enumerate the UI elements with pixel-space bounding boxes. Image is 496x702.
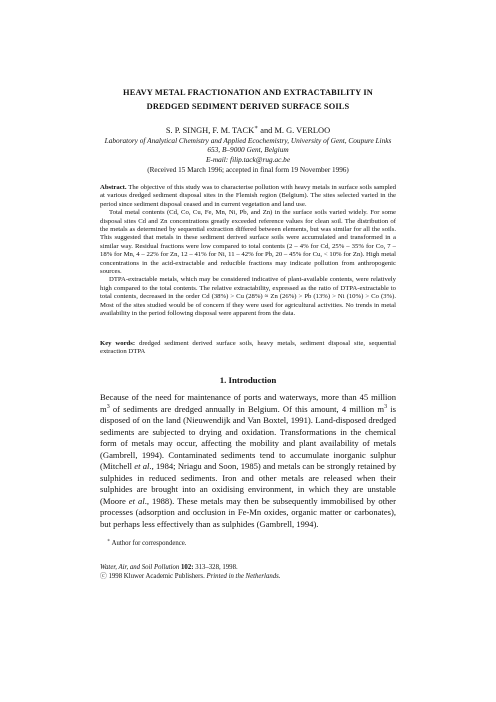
keywords	[100, 340, 396, 357]
intro-superscript-2: 3	[384, 403, 388, 410]
journal-name: Water, Air, and Soil Pollution	[100, 564, 180, 571]
journal-citation	[100, 563, 396, 572]
title-line-1: HEAVY METAL FRACTIONATION AND EXTRACTABILITY IN	[123, 88, 373, 97]
abstract	[100, 184, 396, 319]
abstract-label: Abstract.	[100, 184, 127, 191]
printed-in: Printed in the Netherlands.	[206, 573, 281, 580]
intro-superscript-1: 3	[106, 403, 110, 410]
authors-names: S. P. SINGH, F. M. TACK	[165, 126, 255, 135]
abstract-paragraph-1	[100, 184, 396, 209]
journal-info	[100, 563, 396, 581]
affiliation-line-2: 653, B–9000 Gent, Belgium	[207, 145, 289, 155]
footnote-mark: ∗	[107, 538, 111, 544]
correspondence-mark: ∗	[254, 125, 259, 132]
footnote	[107, 539, 396, 548]
intro-etal-2: et al	[128, 495, 145, 506]
copyright-text: ⓒ 1998 Kluwer Academic Publishers.	[100, 573, 205, 580]
journal-copyright	[100, 572, 396, 581]
footnote-text: Author for correspondence.	[111, 540, 187, 547]
affiliation-email: E-mail: filip.tack@rug.ac.be	[205, 154, 291, 164]
section-heading: 1. Introduction	[219, 375, 277, 385]
intro-etal-1: et al	[134, 461, 150, 471]
title-line-2: DREDGED SEDIMENT DERIVED SURFACE SOILS	[146, 102, 350, 111]
affiliation-line-1: Laboratory of Analytical Chemistry and Applied Ecochemistry, University of Gent, Coupure Links	[104, 136, 392, 145]
intro-text-4: ., 1984; Nriagu and Soon, 1985) and metals can be strongly retained by sulphides in reduced sediments. Iron and other metals are released when their sulphides are brought into an oxidising environment, in which they are unstable (Moore	[100, 461, 396, 506]
intro-text-3: is disposed of on the land (Nieuwendijk and Van Boxtel, 1991). Land-disposed dredged sediments are subjected to drying and oxidation. Transformations in the chemical form of metals may occur, affecting the mobility and plant availability of metals (Gambrell, 1994). Contaminated sediments tend to accumulate inorganic sulphur (Mitchell	[100, 403, 396, 471]
intro-text-2: of sediments are dredged annually in Belgium. Of this amount, 4 million m	[109, 403, 385, 414]
intro-text-1: Because of the need for maintenance of ports and waterways, more than 45 million m	[100, 392, 396, 414]
keywords-text: dredged sediment derived surface soils, heavy metals, sediment disposal site, sequential extraction DTPA	[100, 340, 396, 356]
abstract-paragraph-3: DTPA-extractable metals, which may be considered indicative of plant-available contents, were relatively high compared to the total contents. The relative extractability, expressed as the ratio of DTPA-extractable to total contents, decreased in the order Cd (38%) > Cu (28%) ≈ Zn (26%) > Pb (13%) > Ni (10%) > Co (3%). Most of the sites studied would be of concern if they were used for agricultural activities. No trends in metal availability in the period following disposal were apparent from the data.	[100, 276, 396, 318]
affiliation	[60, 136, 436, 164]
intro-text-5: ., 1988). These metals may then be subsequently immobilised by other processes (adsorption and occlusion in Fe-Mn oxides, organic matter or carbonates), but perhaps less effectively than as sulphides (Gambrell, 1994).	[100, 495, 396, 529]
abstract-paragraph-2: Total metal contents (Cd, Co, Cu, Fe, Mn, Ni, Pb, and Zn) in the surface soils varied widely. For some disposal sites Cd and Zn concentrations greatly exceeded reference values for clean soil. The distribution of the metals as determined by sequential extraction differed between elements, but was similar for all the soils. This suggested that metals in these sediment derived surface soils were accumulated and transformed in a similar way. Residual fractions were low compared to total contents (2 – 4% for Cd, 25% – 35% for Co, 7 – 18% for Mn, 4 – 22% for Zn, 12 – 41% for Ni, 11 – 42% for Pb, 20 – 45% for Cu, < 10% for Zn). High metal concentrations in the acid-extractable and reducible fractions may indicate pollution from anthropogenic sources.	[100, 209, 396, 276]
author-list	[60, 126, 436, 136]
paper-title	[60, 86, 436, 114]
journal-pages: 313–328, 1998.	[195, 564, 238, 571]
received-dates: (Received 15 March 1996; accepted in final form 19 November 1996)	[147, 166, 349, 174]
keywords-label: Key words:	[100, 340, 136, 347]
introduction-paragraph	[100, 392, 396, 530]
authors-last: and M. G. VERLOO	[260, 126, 331, 135]
abstract-text-1: The objective of this study was to characterise pollution with heavy metals in surface soils sampled at various dredged sediment disposal sites in the Flemish region (Belgium). The sites selected varied in the period since sediment disposal ceased and in current vegetation and land use.	[100, 184, 396, 208]
journal-volume: 102:	[181, 564, 194, 571]
